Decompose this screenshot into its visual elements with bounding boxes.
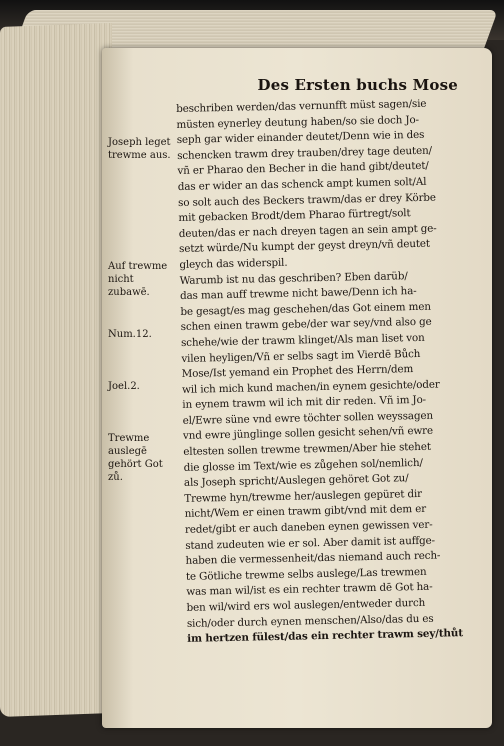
text-line: deuten/das er nach dreyen tagen an sein ampt ge-	[178, 222, 437, 240]
text-line: sich/oder durch eynen menschen/Also/das du es	[186, 612, 434, 630]
text-line: das man auff trewme nicht bawe/Denn ich ha-	[179, 285, 417, 303]
text-line: Trewme hyn/trewme her/auslegen gepüret dir	[184, 487, 423, 505]
text-line: wil ich mich kund machen/in eynem gesichte/oder	[181, 378, 440, 396]
text-line: schehe/wie der trawm klinget/Als man liset von	[180, 331, 425, 349]
margin-note-trewme-auslege: Trewme auslegē gehört Got zů.	[108, 433, 163, 483]
text-line: seph gar wider einander deutet/Denn wie in des	[176, 128, 425, 147]
text-line: vilen heyligen/Vñ er selbs sagt im Vierdē Bůch	[181, 347, 421, 365]
text-line: als Joseph spricht/Auslegen gehöret Got zu/	[183, 472, 409, 490]
text-line: gleych das widerspil.	[179, 256, 288, 271]
margin-note-auf-trewme: Auf trewme nicht zubawē.	[108, 261, 168, 298]
text-line: was man wil/ist es ein rechter trawm dē Got ha-	[186, 581, 433, 599]
text-line: redet/gibt er auch daneben eynen gewissen ver-	[184, 518, 433, 536]
book-page-stack-side	[0, 23, 112, 717]
margin-note-joel: Joel.2.	[108, 381, 140, 392]
text-line: Mose/Ist yemand ein Prophet des Herrn/dem	[181, 363, 414, 381]
body-text	[176, 96, 481, 648]
margin-note-num: Num.12.	[108, 329, 152, 340]
text-line: Warumb ist nu das geschriben? Eben darüb/	[179, 269, 408, 287]
text-line: eltesten sollen trewme trewmen/Aber hie stehet	[183, 440, 431, 458]
running-header: Des Ersten buchs Mose	[257, 76, 458, 94]
text-line: el/Ewre süne vnd ewre töchter sollen weyssagen	[182, 409, 434, 427]
text-line: im hertzen fülest/das ein rechter trawm sey/thůt	[187, 627, 464, 646]
text-line: schencken trawm drey trauben/drey tage deuten/	[177, 144, 433, 162]
text-line: vnd ewre jünglinge sollen gesicht sehen/vñ ewre	[182, 425, 434, 443]
text-line: in eynem trawm wil ich mit dir reden. Vñ im Jo-	[182, 394, 427, 412]
margin-note-joseph: Joseph leget trewme aus.	[108, 137, 171, 161]
text-line: setzt würde/Nu kumpt der geyst dreyn/vñ deutet	[178, 238, 431, 256]
text-line: vñ er Pharao den Becher in die hand gibt/deutet/	[177, 160, 429, 178]
text-line: das er wider an das schenck ampt kumen solt/Al	[177, 175, 427, 193]
text-line: beschriben werden/das vernunfft müst sagen/sie	[176, 97, 427, 115]
text-line: haben die vermessenheit/das niemand auch rech-	[185, 549, 441, 568]
text-line: schen einen trawm gebe/der war sey/vnd also ge	[180, 316, 432, 334]
text-line: müsten eynerley deutung haben/so sie doch Jo-	[176, 113, 420, 131]
text-line: die glosse im Text/wie es zůgehen sol/nemlich/	[183, 456, 423, 474]
text-line: mit gebacken Brodt/dem Pharao fürtregt/solt	[178, 207, 411, 225]
text-line: nicht/Wem er einen trawm gibt/vnd mit dem er	[184, 503, 427, 521]
text-line: so solt auch des Beckers trawm/das er drey Körbe	[177, 191, 436, 209]
text-line: ben wil/wird ers wol auslegen/entweder durch	[186, 596, 426, 614]
text-line: te Götliche trewme selbs auslege/Las trewmen	[185, 565, 427, 583]
text-line: be gesagt/es mag geschehen/das Got einem men	[180, 300, 431, 318]
text-line: stand zudeuten wie er sol. Aber damit ist auffge-	[185, 534, 436, 552]
